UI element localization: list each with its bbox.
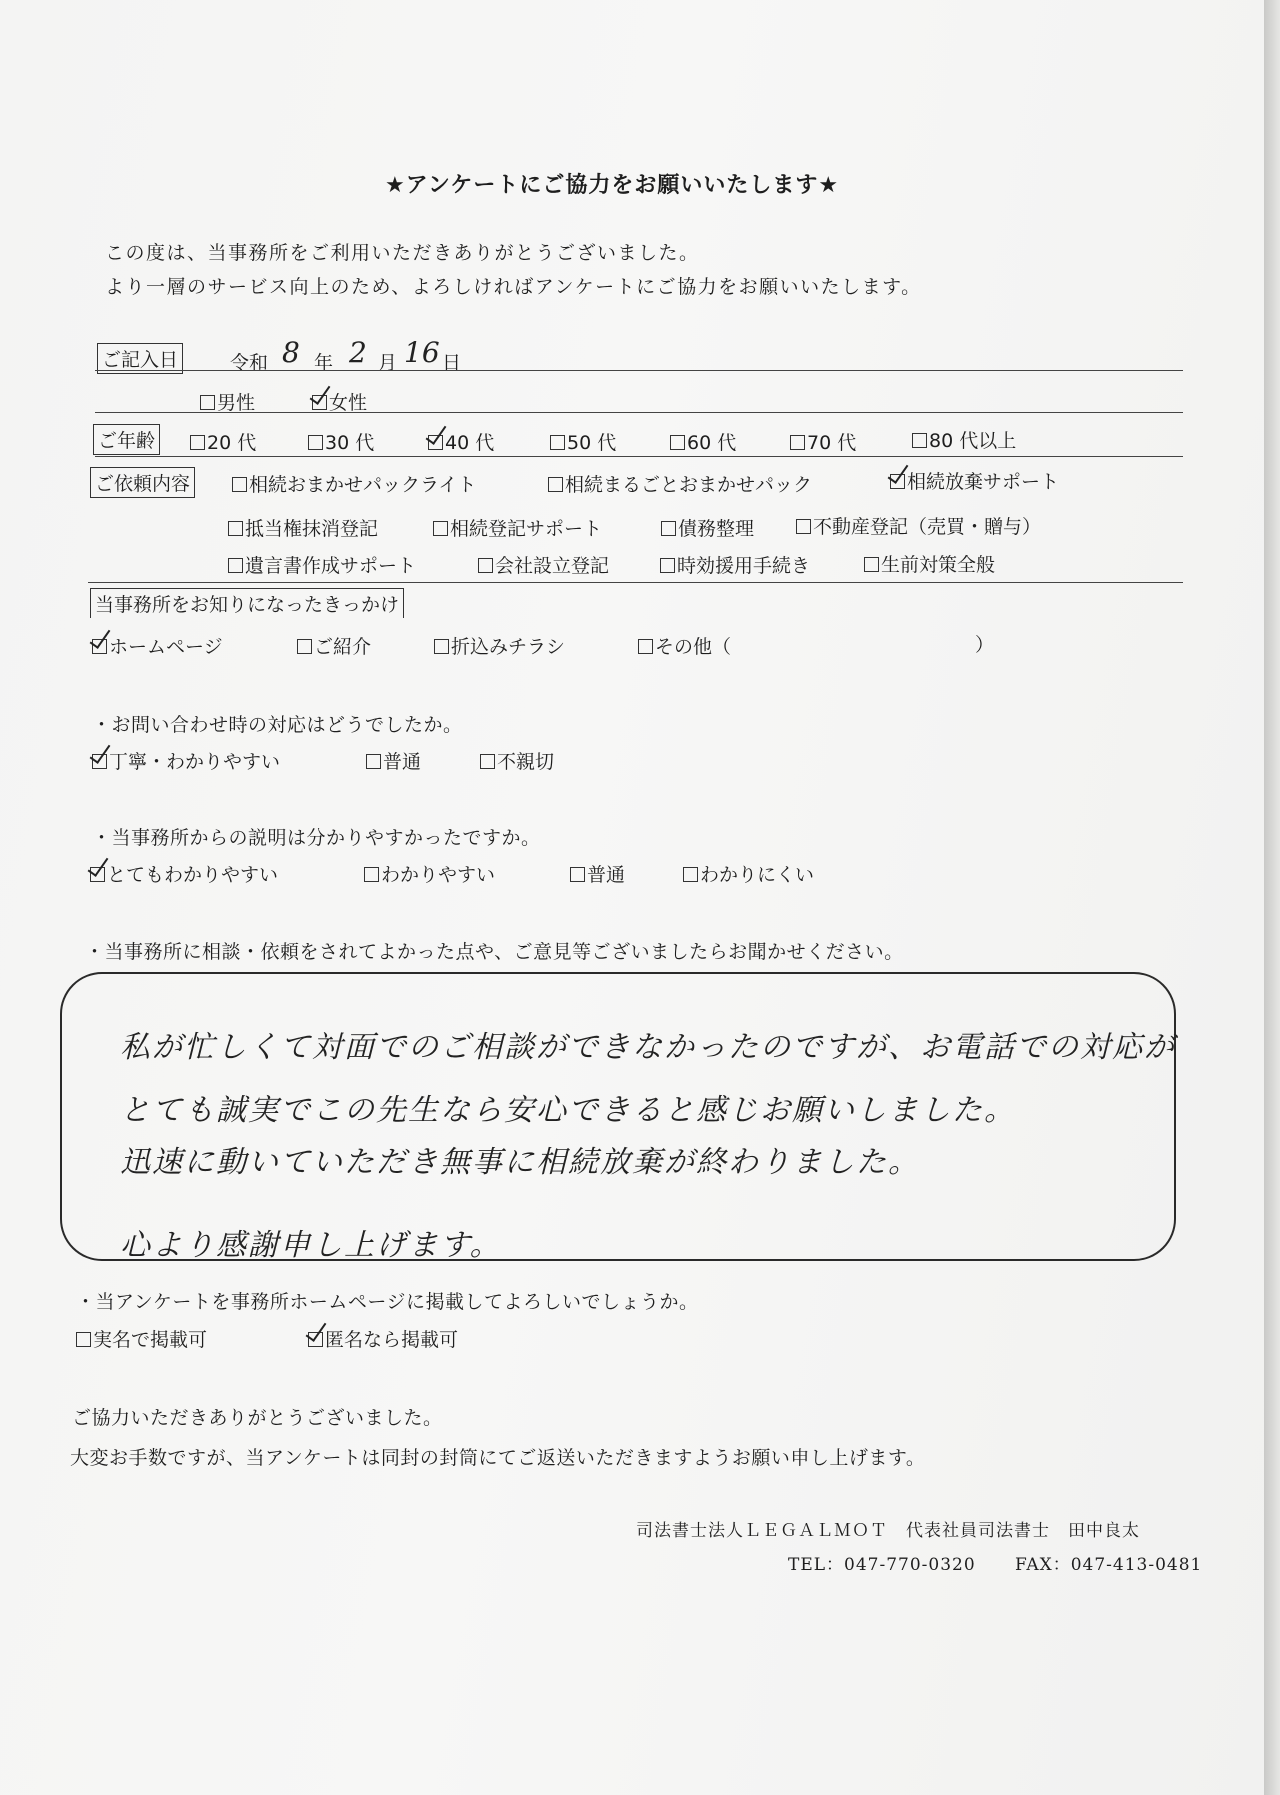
age-label: ご年齢 bbox=[93, 424, 160, 455]
option-label: 女性 bbox=[329, 392, 368, 414]
date-year: 8 bbox=[282, 336, 300, 369]
divider bbox=[95, 370, 1183, 371]
checkbox-checked-icon bbox=[92, 754, 107, 769]
option-label: 30 代 bbox=[325, 432, 375, 454]
option-label: 80 代以上 bbox=[929, 430, 1017, 452]
checkbox-icon bbox=[200, 395, 215, 410]
q1-question: ・お問い合わせ時の対応はどうでしたか。 bbox=[92, 714, 463, 736]
gender-option-female[interactable] bbox=[312, 388, 367, 415]
q2-option-clear[interactable] bbox=[364, 860, 495, 887]
checkbox-icon bbox=[366, 754, 381, 769]
date-day: 16 bbox=[404, 336, 440, 369]
option-label: 相続おまかせパックライト bbox=[249, 474, 477, 496]
q2-question: ・当事務所からの説明は分かりやすかったですか。 bbox=[92, 827, 541, 849]
option-label: わかりやすい bbox=[381, 864, 496, 886]
checkbox-icon bbox=[76, 1332, 91, 1347]
checkbox-icon bbox=[478, 558, 493, 573]
q1-option-polite[interactable] bbox=[92, 747, 280, 774]
checkbox-checked-icon bbox=[92, 639, 107, 654]
checkbox-icon bbox=[228, 521, 243, 536]
q3-question: ・当事務所に相談・依頼をされてよかった点や、ご意見等ございましたらお聞かせください。 bbox=[85, 941, 904, 963]
checkbox-checked-icon bbox=[890, 474, 905, 489]
age-option-20[interactable] bbox=[190, 428, 256, 455]
option-label: 抵当権抹消登記 bbox=[245, 518, 379, 540]
option-label: ホームページ bbox=[109, 636, 223, 658]
intro-line-2: より一層のサービス向上のため、よろしければアンケートにご協力をお願いいたします。 bbox=[105, 276, 922, 298]
age-option-30[interactable] bbox=[308, 428, 374, 455]
checkbox-icon bbox=[434, 639, 449, 654]
gender-option-male[interactable] bbox=[200, 388, 255, 415]
option-label: その他（ bbox=[655, 636, 732, 658]
option-label: 実名で掲載可 bbox=[93, 1329, 208, 1351]
checkbox-icon bbox=[661, 521, 676, 536]
option-label: 不動産登記（売買・贈与） bbox=[813, 516, 1042, 538]
comment-line-4: 心より感謝申し上げます。 bbox=[120, 1228, 502, 1263]
option-label: 男性 bbox=[217, 392, 256, 414]
request-option-inheritance-reg[interactable] bbox=[433, 514, 602, 541]
checkbox-icon bbox=[232, 477, 247, 492]
age-option-40[interactable] bbox=[428, 428, 494, 455]
date-year-unit: 年 bbox=[314, 352, 334, 374]
checkbox-checked-icon bbox=[308, 1332, 323, 1347]
option-label: わかりにくい bbox=[700, 864, 815, 886]
checkbox-icon bbox=[297, 639, 312, 654]
option-label: ご紹介 bbox=[314, 636, 372, 658]
request-option-real-estate[interactable] bbox=[796, 512, 1041, 539]
source-option-homepage[interactable] bbox=[92, 632, 223, 659]
q4-option-real-name[interactable] bbox=[76, 1325, 207, 1352]
checkbox-icon bbox=[190, 435, 205, 450]
checkbox-icon bbox=[660, 558, 675, 573]
option-label: 遺言書作成サポート bbox=[245, 555, 417, 577]
closing-line-1: ご協力いただきありがとうございました。 bbox=[72, 1407, 443, 1429]
option-label: 相続まるごとおまかせパック bbox=[565, 474, 813, 496]
checkbox-icon bbox=[228, 558, 243, 573]
option-label: 生前対策全般 bbox=[881, 554, 996, 576]
option-label: 債務整理 bbox=[678, 518, 755, 540]
option-label: 相続放棄サポート bbox=[907, 471, 1060, 493]
checkbox-icon bbox=[638, 639, 653, 654]
option-label: 相続登記サポート bbox=[450, 518, 603, 540]
option-label: 50 代 bbox=[567, 432, 617, 454]
request-option-debt[interactable] bbox=[661, 514, 754, 541]
source-option-flyer[interactable] bbox=[434, 632, 565, 659]
divider bbox=[95, 412, 1183, 413]
date-label: ご記入日 bbox=[97, 343, 183, 374]
checkbox-icon bbox=[790, 435, 805, 450]
option-label: 時効援用手続き bbox=[677, 555, 811, 577]
checkbox-icon bbox=[433, 521, 448, 536]
request-option-pack-light[interactable] bbox=[232, 470, 476, 497]
request-label: ご依頼内容 bbox=[90, 467, 195, 498]
request-option-mortgage[interactable] bbox=[228, 514, 378, 541]
request-option-company[interactable] bbox=[478, 551, 609, 578]
checkbox-icon bbox=[550, 435, 565, 450]
option-label: 70 代 bbox=[807, 432, 857, 454]
age-option-70[interactable] bbox=[790, 428, 856, 455]
q1-option-unkind[interactable] bbox=[480, 747, 554, 774]
source-other-close: ） bbox=[975, 634, 995, 656]
date-era: 令和 bbox=[230, 352, 269, 374]
q1-option-normal[interactable] bbox=[366, 747, 421, 774]
checkbox-icon bbox=[796, 519, 811, 534]
page-title: ★アンケートにご協力をお願いいたします★ bbox=[385, 173, 840, 198]
option-label: 不親切 bbox=[497, 751, 555, 773]
age-option-60[interactable] bbox=[670, 428, 736, 455]
request-option-renunciation[interactable] bbox=[890, 467, 1059, 494]
date-month-unit: 月 bbox=[378, 352, 398, 374]
checkbox-icon bbox=[548, 477, 563, 492]
source-option-referral[interactable] bbox=[297, 632, 371, 659]
checkbox-icon bbox=[480, 754, 495, 769]
option-label: 普通 bbox=[587, 864, 626, 886]
checkbox-icon bbox=[912, 433, 927, 448]
checkbox-icon bbox=[364, 867, 379, 882]
comment-line-3: 迅速に動いていただき無事に相続放棄が終わりました。 bbox=[120, 1145, 920, 1180]
intro-line-1: この度は、当事務所をご利用いただきありがとうございました。 bbox=[105, 242, 700, 264]
footer-fax: FAX：047-413-0481 bbox=[1015, 1555, 1203, 1575]
checkbox-icon bbox=[683, 867, 698, 882]
divider bbox=[88, 582, 1183, 583]
request-option-pack-full[interactable] bbox=[548, 470, 812, 497]
q2-option-normal[interactable] bbox=[570, 860, 625, 887]
date-day-unit: 日 bbox=[442, 352, 462, 374]
comment-line-2: とても誠実でこの先生なら安心できると感じお願いしました。 bbox=[120, 1093, 1016, 1128]
option-label: とてもわかりやすい bbox=[107, 864, 279, 886]
checkbox-icon bbox=[670, 435, 685, 450]
request-option-estate-planning[interactable] bbox=[864, 550, 995, 577]
request-option-prescription[interactable] bbox=[660, 551, 810, 578]
comment-line-1: 私が忙しくて対面でのご相談ができなかったのですが、お電話での対応が bbox=[120, 1030, 1176, 1065]
divider bbox=[95, 456, 1183, 457]
checkbox-checked-icon bbox=[428, 435, 443, 450]
source-label: 当事務所をお知りになったきっかけ bbox=[90, 588, 404, 618]
option-label: 丁寧・わかりやすい bbox=[109, 751, 281, 773]
footer-tel: TEL：047-770-0320 bbox=[788, 1555, 976, 1575]
footer-office: 司法書士法人ＬＥＧＡＬＭＯＴ 代表社員司法書士 田中良太 bbox=[636, 1521, 1140, 1541]
q2-option-very-clear[interactable] bbox=[90, 860, 278, 887]
checkbox-icon bbox=[864, 557, 879, 572]
age-option-80plus[interactable] bbox=[912, 426, 1016, 453]
background-desk bbox=[1264, 0, 1280, 1795]
option-label: 匿名なら掲載可 bbox=[325, 1329, 459, 1351]
request-option-will[interactable] bbox=[228, 551, 416, 578]
closing-line-2: 大変お手数ですが、当アンケートは同封の封筒にてご返送いただきますようお願い申し上げます。 bbox=[70, 1447, 926, 1469]
checkbox-checked-icon bbox=[90, 867, 105, 882]
option-label: 20 代 bbox=[207, 432, 257, 454]
checkbox-icon bbox=[308, 435, 323, 450]
option-label: 60 代 bbox=[687, 432, 737, 454]
option-label: 折込みチラシ bbox=[451, 636, 566, 658]
checkbox-icon bbox=[570, 867, 585, 882]
source-option-other[interactable] bbox=[638, 632, 731, 659]
q4-question: ・当アンケートを事務所ホームページに掲載してよろしいでしょうか。 bbox=[76, 1291, 699, 1313]
option-label: 40 代 bbox=[445, 432, 495, 454]
q2-option-unclear[interactable] bbox=[683, 860, 814, 887]
option-label: 会社設立登記 bbox=[495, 555, 610, 577]
q4-option-anonymous[interactable] bbox=[308, 1325, 458, 1352]
date-month: 2 bbox=[349, 336, 367, 369]
checkbox-checked-icon bbox=[312, 395, 327, 410]
option-label: 普通 bbox=[383, 751, 422, 773]
age-option-50[interactable] bbox=[550, 428, 616, 455]
